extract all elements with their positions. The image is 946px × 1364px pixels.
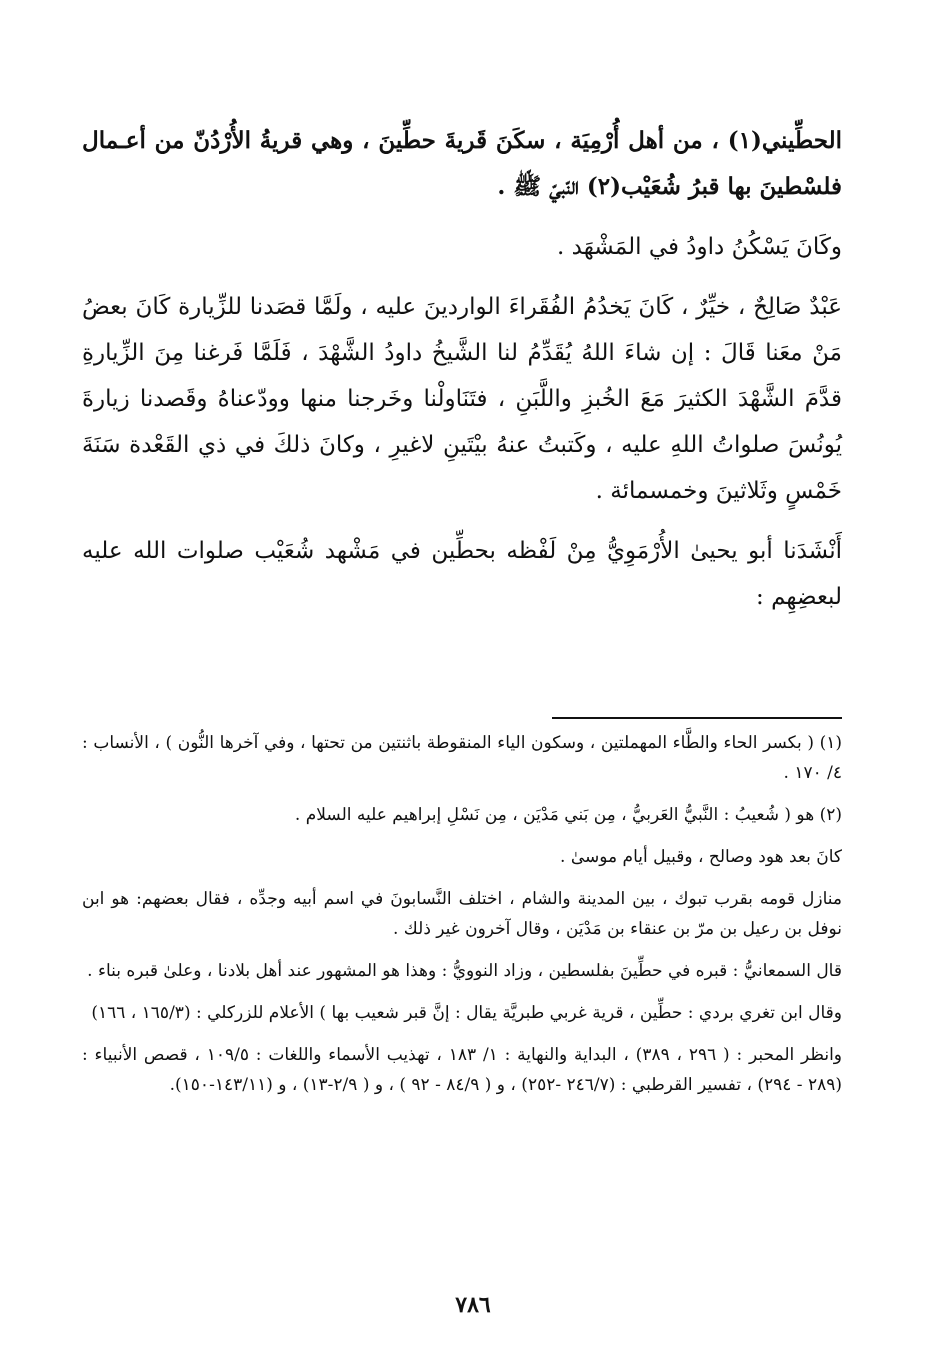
paragraph-dawud-residence: وكَانَ يَسْكُنُ داودُ في المَشْهَد . bbox=[557, 234, 842, 260]
footnotes bbox=[82, 728, 842, 1112]
footnote-2-text-4: قال السمعانيُّ : قبره في حطِّينَ بفلسطين ، وزاد النوويُّ : وهذا هو المشهور عند أهل بلادنا ، وعلىٰ قبره بناء . bbox=[87, 961, 842, 981]
footnote-2-text-6: وانظر المحبر : ( ٢٩٦ ، ٣٨٩) ، البداية والنهاية : ١/ ١٨٣ ، تهذيب الأسماء واللغات : ١٠٩/٥ ، قصص الأنبياء : (٢٨٩ - ٢٩٤) ، تفسير القرطبي : (٢٤٦/٧ -٢٥٢) ، و ( ٨٤/٩ - ٩٢ ) ، و ( ٢/٩-١٣) ، و (١٤٣/١١-١٥٠). bbox=[82, 1045, 843, 1095]
footnote-2-line-4 bbox=[82, 956, 842, 986]
footnote-1 bbox=[82, 728, 842, 788]
footnote-2-text-1: (٢) هو ( شُعيبُ : النَّبيُّ العَربيُّ ، مِن بَني مَدْيَن ، مِن نَسْلِ إبراهيم عليه السلام . bbox=[294, 805, 842, 825]
footnote-2-line-2 bbox=[82, 842, 842, 872]
footnote-2-text-3: منازل قومه بقرب تبوك ، بين المدينة والشام ، اختلف النَّسابونَ في اسم أبيه وجدِّه ، فقال بعضهم: هو ابن نوفل بن رعيل بن مرّ بن عنقاء بن مَدْيَن ، وقال آخرون غير ذلك . bbox=[82, 889, 842, 939]
page-number: ٧٨٦ bbox=[455, 1292, 491, 1318]
footnote-1-text: (١) ( بكسر الحاء والطَّاء المهملتين ، وسكون الياء المنقوطة باثنتين من تحتها ، وفي آخرها النُّون ) ، الأنساب : ٤/ ١٧٠ . bbox=[82, 733, 842, 783]
footnote-2-text-2: كانَ بعد هود وصالح ، وقبيل أيام موسىٰ . bbox=[560, 847, 842, 867]
paragraph-recitation-intro: أَنْشَدَنا أبو يحيىٰ الأُرْمَوِيُّ مِنْ لَفْظه بحطِّين في مَشْهد شُعَيْب صلوات الله عليه لبعضِهِم : bbox=[82, 538, 842, 610]
paragraph-hattini: الحطِّيني(١) ، من أهل أُرْمِيَة ، سكَنَ قَريةَ حطِّينَ ، وهي قريةُ الأُرْدُنّ من أعـمال فلسْطينَ بها قبرُ شُعَيْب(٢) النّبيّ ﷺ . bbox=[82, 127, 842, 200]
footnote-2-line-5 bbox=[82, 998, 842, 1028]
footnote-2-line-3 bbox=[82, 884, 842, 944]
paragraph-dawud-description: عَبْدٌ صَالِحٌ ، خيِّرٌ ، كَانَ يَخدُمُ الفُقَراءَ الواردينَ عليه ، ولَمَّا قصَدنا للزِّيارة كَانَ بعضُ مَنْ معَنا قَالَ : إن شاءَ اللهُ يُقَدِّمُ لنا الشَّيخُ داودُ الشَّهْدَ ، فَلَمَّا فَرغنا مِنَ الزِّيارةِ قدَّمَ الشَّهْدَ الكثيرَ مَعَ الخُبزِ واللَّبَنِ ، فتَنَاولْنا وخَرجنا منها وودّعناهُ وقَصدنا زيارةَ يُونُسَ صلواتُ اللهِ عليه ، وكَتبتُ عنهُ بيْتَينِ لاغيرِ ، وكانَ ذلكَ في ذي القَعْدة سَنَةَ خَمْسٍ وثَلاثينَ وخمسمائة . bbox=[82, 294, 842, 504]
main-text bbox=[82, 118, 842, 620]
footnote-2-text-5: وقال ابن تغري بردي : حطِّين ، قرية غربي طبريَّة يقال : إنَّ قبر شعيب بها ) الأعلام للزركلي : (١٦٥/٣ ، ١٦٦) bbox=[91, 1003, 842, 1023]
footnote-2-line-6 bbox=[82, 1040, 842, 1100]
footnote-separator bbox=[552, 717, 842, 719]
footnote-2-line-1 bbox=[82, 800, 842, 830]
